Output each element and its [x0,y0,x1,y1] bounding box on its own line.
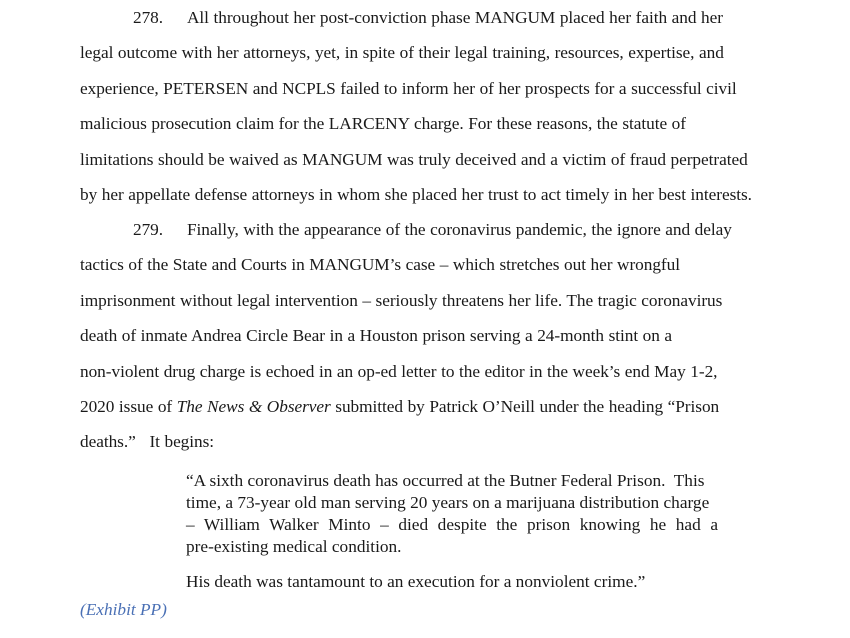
quote-closing: His death was tantamount to an execution for a nonviolent crime.” [186,572,646,591]
paragraph-line: experience, PETERSEN and NCPLS failed to inform her of her prospects for a successful civil [80,78,737,98]
paragraph-number: 279. [133,220,164,239]
paragraph-line: non-violent drug charge is echoed in an op-ed letter to the editor in the week’s end May 1-2, [80,361,718,381]
paragraph-line: legal outcome with her attorneys, yet, in spite of their legal training, resources, expertise, and [80,43,724,63]
paragraph-line: limitations should be waived as MANGUM was truly deceived and a victim of fraud perpetrated [80,149,748,169]
quote-line: “A sixth coronavirus death has occurred at the Butner Federal Prison. This [186,471,705,490]
paragraph-line: deaths.” It begins: [80,432,215,452]
paragraph-number: 278. [133,8,164,27]
blockquote [186,470,718,593]
paragraph-line: 2020 issue of The News & Observer submitted by Patrick O’Neill under the heading “Prison [80,397,720,417]
publication-title: The News & Observer [176,397,331,417]
paragraph-line: imprisonment without legal intervention – seriously threatens her life. The tragic coronavirus [80,290,723,310]
quote-paragraph [186,470,718,558]
quote-line: – William Walker Minto – died despite the prison knowing he had a [186,515,718,534]
paragraph-279 [80,212,732,460]
paragraph-line: malicious prosecution claim for the LARCENY charge. For these reasons, the statute of [80,114,686,134]
paragraph-line: 279. Finally, with the appearance of the coronavirus pandemic, the ignore and delay [80,212,732,247]
paragraph-line: tactics of the State and Courts in MANGUM’s case – which stretches out her wrongful [80,255,680,275]
paragraph-line: 278. All throughout her post-conviction phase MANGUM placed her faith and her [80,0,752,35]
paragraph-line: death of inmate Andrea Circle Bear in a Houston prison serving a 24-month stint on a [80,326,673,346]
quote-line: time, a 73-year old man serving 20 years on a marijuana distribution charge [186,493,710,512]
paragraph-line: by her appellate defense attorneys in whom she placed her trust to act timely in her best interests. [80,185,752,205]
exhibit-pp-link[interactable]: (Exhibit PP) [80,600,167,619]
paragraph-278 [80,0,752,212]
quote-line: pre-existing medical condition. [186,537,402,556]
